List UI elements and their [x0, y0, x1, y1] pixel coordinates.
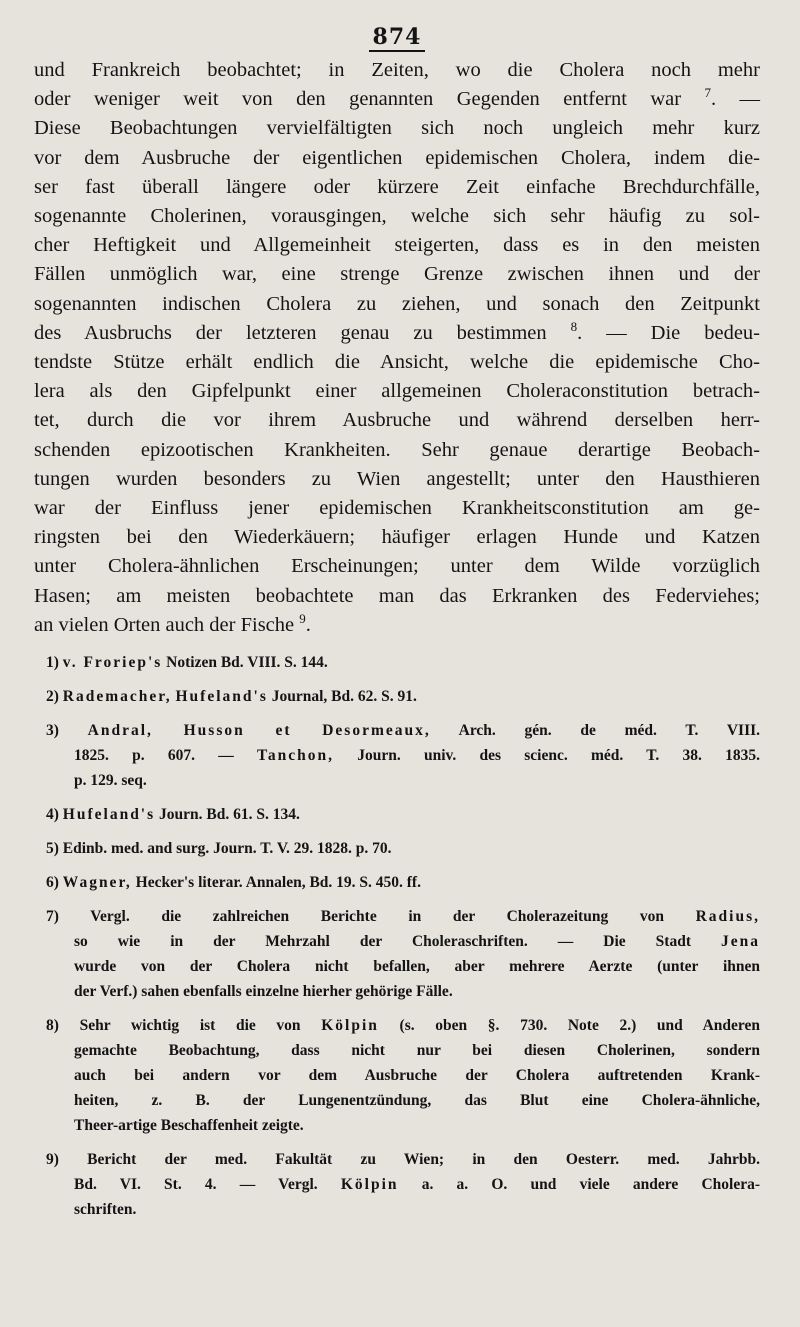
footnote-4: 4) Hufeland's Journ. Bd. 61. S. 134. [46, 806, 300, 824]
body-line: unter Cholera-ähnlichen Erscheinungen; unter dem Wilde vorzüglich [34, 555, 760, 578]
body-line: und Frankreich beobachtet; in Zeiten, wo die Cholera noch mehr [34, 59, 760, 81]
footnote-ref: 8 [570, 319, 578, 334]
body-line: an vielen Orten auch der Fische $^9$. [34, 611, 311, 636]
footnote-ref: 7 [704, 85, 711, 101]
footnote-3: 3) Andral, Husson et Desormeaux, Arch. gén. de méd. T. VIII. 1825. p. 607. — Tanchon, Journ. univ. des scienc. méd. T. 38. 1835. p. 129. seq. [46, 722, 761, 790]
body-line: lera als den Gipfelpunkt einer allgemeinen Choleraconstitution betrach- [34, 380, 760, 403]
body-text [34, 56, 760, 640]
body-line: sogenannte Cholerinen, vorausgingen, welche sich sehr häufig zu sol- [34, 205, 760, 228]
body-line: Diese Beobachtungen vervielfältigten sich noch ungleich mehr kurz [34, 117, 760, 140]
footnote-2: 2) Rademacher, Hufeland's Journal, Bd. 62. S. 91. [46, 688, 417, 706]
page-number: 874 [34, 24, 760, 50]
body-line: cher Heftigkeit und Allgemeinheit steigerten, dass es in den meisten [34, 234, 760, 257]
body-line: ringsten bei den Wiederkäuern; häufiger erlagen Hunde und Katzen [34, 526, 760, 549]
body-line: vor dem Ausbruche der eigentlichen epidemischen Cholera, indem die- [34, 146, 760, 169]
footnote-ref: 9 [299, 611, 306, 627]
footnote-1: 1) v. Froriep's Notizen Bd. VIII. S. 144. [46, 654, 328, 672]
body-line: tendste Stütze erhält endlich die Ansicht, welche die epidemische Cho- [34, 351, 760, 374]
body-line: Fällen unmöglich war, eine strenge Grenze zwischen ihnen und der [34, 263, 760, 286]
body-line: ser fast überall längere oder kürzere Zeit einfache Brechdurchfälle, [34, 175, 760, 198]
footnote-8: 8) Sehr wichtig ist die von Kölpin (s. oben §. 730. Note 2.) und Anderen gemachte Beobachtung, dass nicht nur bei diesen Cholerinen, sondern auch bei andern vor dem Ausbruche der Cholera auftretenden Krank- heiten, z. B. der Lungenentzündung, das Blut eine Cholera-ähnliche, Theer-artige Beschaffenheit zeigte. [46, 1017, 760, 1135]
body-line: tungen wurden besonders zu Wien angestellt; unter den Hausthieren [34, 467, 760, 490]
footnote-5: 5) Edinb. med. and surg. Journ. T. V. 29. 1828. p. 70. [46, 840, 392, 858]
footnote-9: 9) Bericht der med. Fakultät zu Wien; in den Oesterr. med. Jahrbb. Bd. VI. St. 4. — Vergl. Kölpin a. a. O. und viele andere Cholera- schriften. [46, 1151, 760, 1219]
body-line: sogenannten indischen Cholera zu ziehen, und sonach den Zeitpunkt [34, 292, 760, 315]
body-line: Hasen; am meisten beobachtete man das Erkranken des Federviehes; [34, 584, 760, 607]
body-line: oder weniger weit von den genannten Gegenden entfernt war $^7$. — [34, 85, 761, 111]
footnotes [34, 650, 760, 1222]
body-line: tet, durch die vor ihrem Ausbruche und während derselben herr- [34, 409, 760, 432]
footnote-6: 6) Wagner, Hecker's literar. Annalen, Bd. 19. S. 450. ff. [46, 874, 421, 892]
body-line: des Ausbruchs der letzteren genau zu bestimmen $^8$. — Die bedeu- [34, 319, 761, 344]
body-line: war der Einfluss jener epidemischen Krankheitsconstitution am ge- [34, 497, 760, 520]
body-line: schenden epizootischen Krankheiten. Sehr genaue derartige Beobach- [34, 438, 760, 461]
footnote-7: 7) Vergl. die zahlreichen Berichte in der Cholerazeitung von Radius, so wie in der Mehrzahl der Choleraschriften. — Die Stadt Jena wurde von der Cholera nicht befallen, aber mehrere Aerzte (unter ihnen der Verf.) sahen ebenfalls einzelne hierher gehörige Fälle. [46, 908, 760, 1001]
